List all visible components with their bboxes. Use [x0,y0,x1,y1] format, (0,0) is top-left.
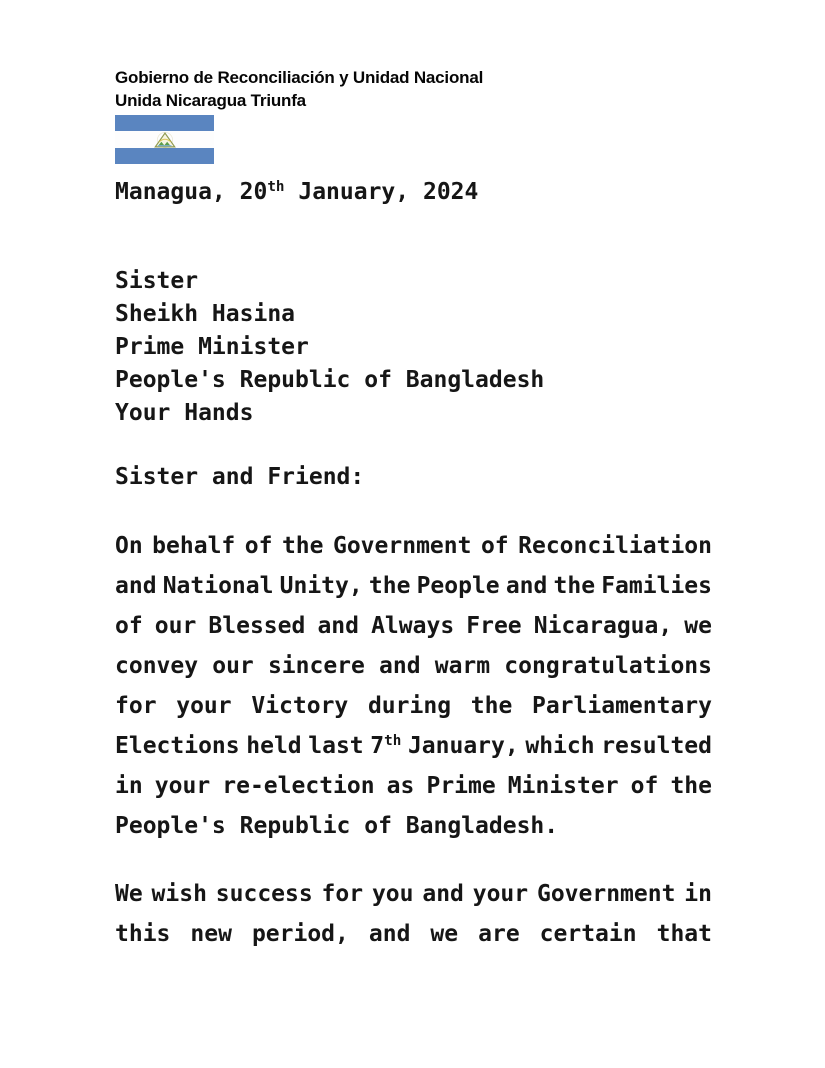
salutation: Sister and Friend: [115,464,365,490]
body-line: for your Victory during the Parliamentary [115,693,712,719]
recipient-line: Sister [115,268,199,294]
recipient-line: Your Hands [115,400,254,426]
recipient-block [115,265,544,430]
letterhead-line-2: Unida Nicaragua Triunfa [115,91,306,110]
body-line: and National Unity, the People and the Families [115,573,712,599]
government-letterhead [115,66,483,112]
body-line: Elections held last 7th January, which resulted [115,733,712,759]
flag-blue-stripe-top [115,115,214,131]
nicaragua-coat-of-arms-icon [152,131,178,149]
date-line: Managua, 20th January, 2024 [115,179,479,205]
body-line: this new period, and we are certain that [115,921,712,947]
body-line: convey our sincere and warm congratulations [115,653,712,679]
body-line: in your re-election as Prime Minister of the [115,773,712,799]
recipient-line: Prime Minister [115,334,309,360]
body-paragraph [115,874,712,954]
flag-blue-stripe-bottom [115,148,214,164]
body-line: On behalf of the Government of Reconciliation [115,533,712,559]
body-paragraph [115,526,712,846]
recipient-line: Sheikh Hasina [115,301,296,327]
body-line: of our Blessed and Always Free Nicaragua, we [115,613,712,639]
letter-body [115,526,712,982]
body-line: We wish success for you and your Government in [115,881,712,907]
letterhead-line-1: Gobierno de Reconciliación y Unidad Nacional [115,68,484,87]
body-line: People's Republic of Bangladesh. [115,813,559,839]
nicaragua-flag [115,115,214,164]
recipient-line: People's Republic of Bangladesh [115,367,545,393]
